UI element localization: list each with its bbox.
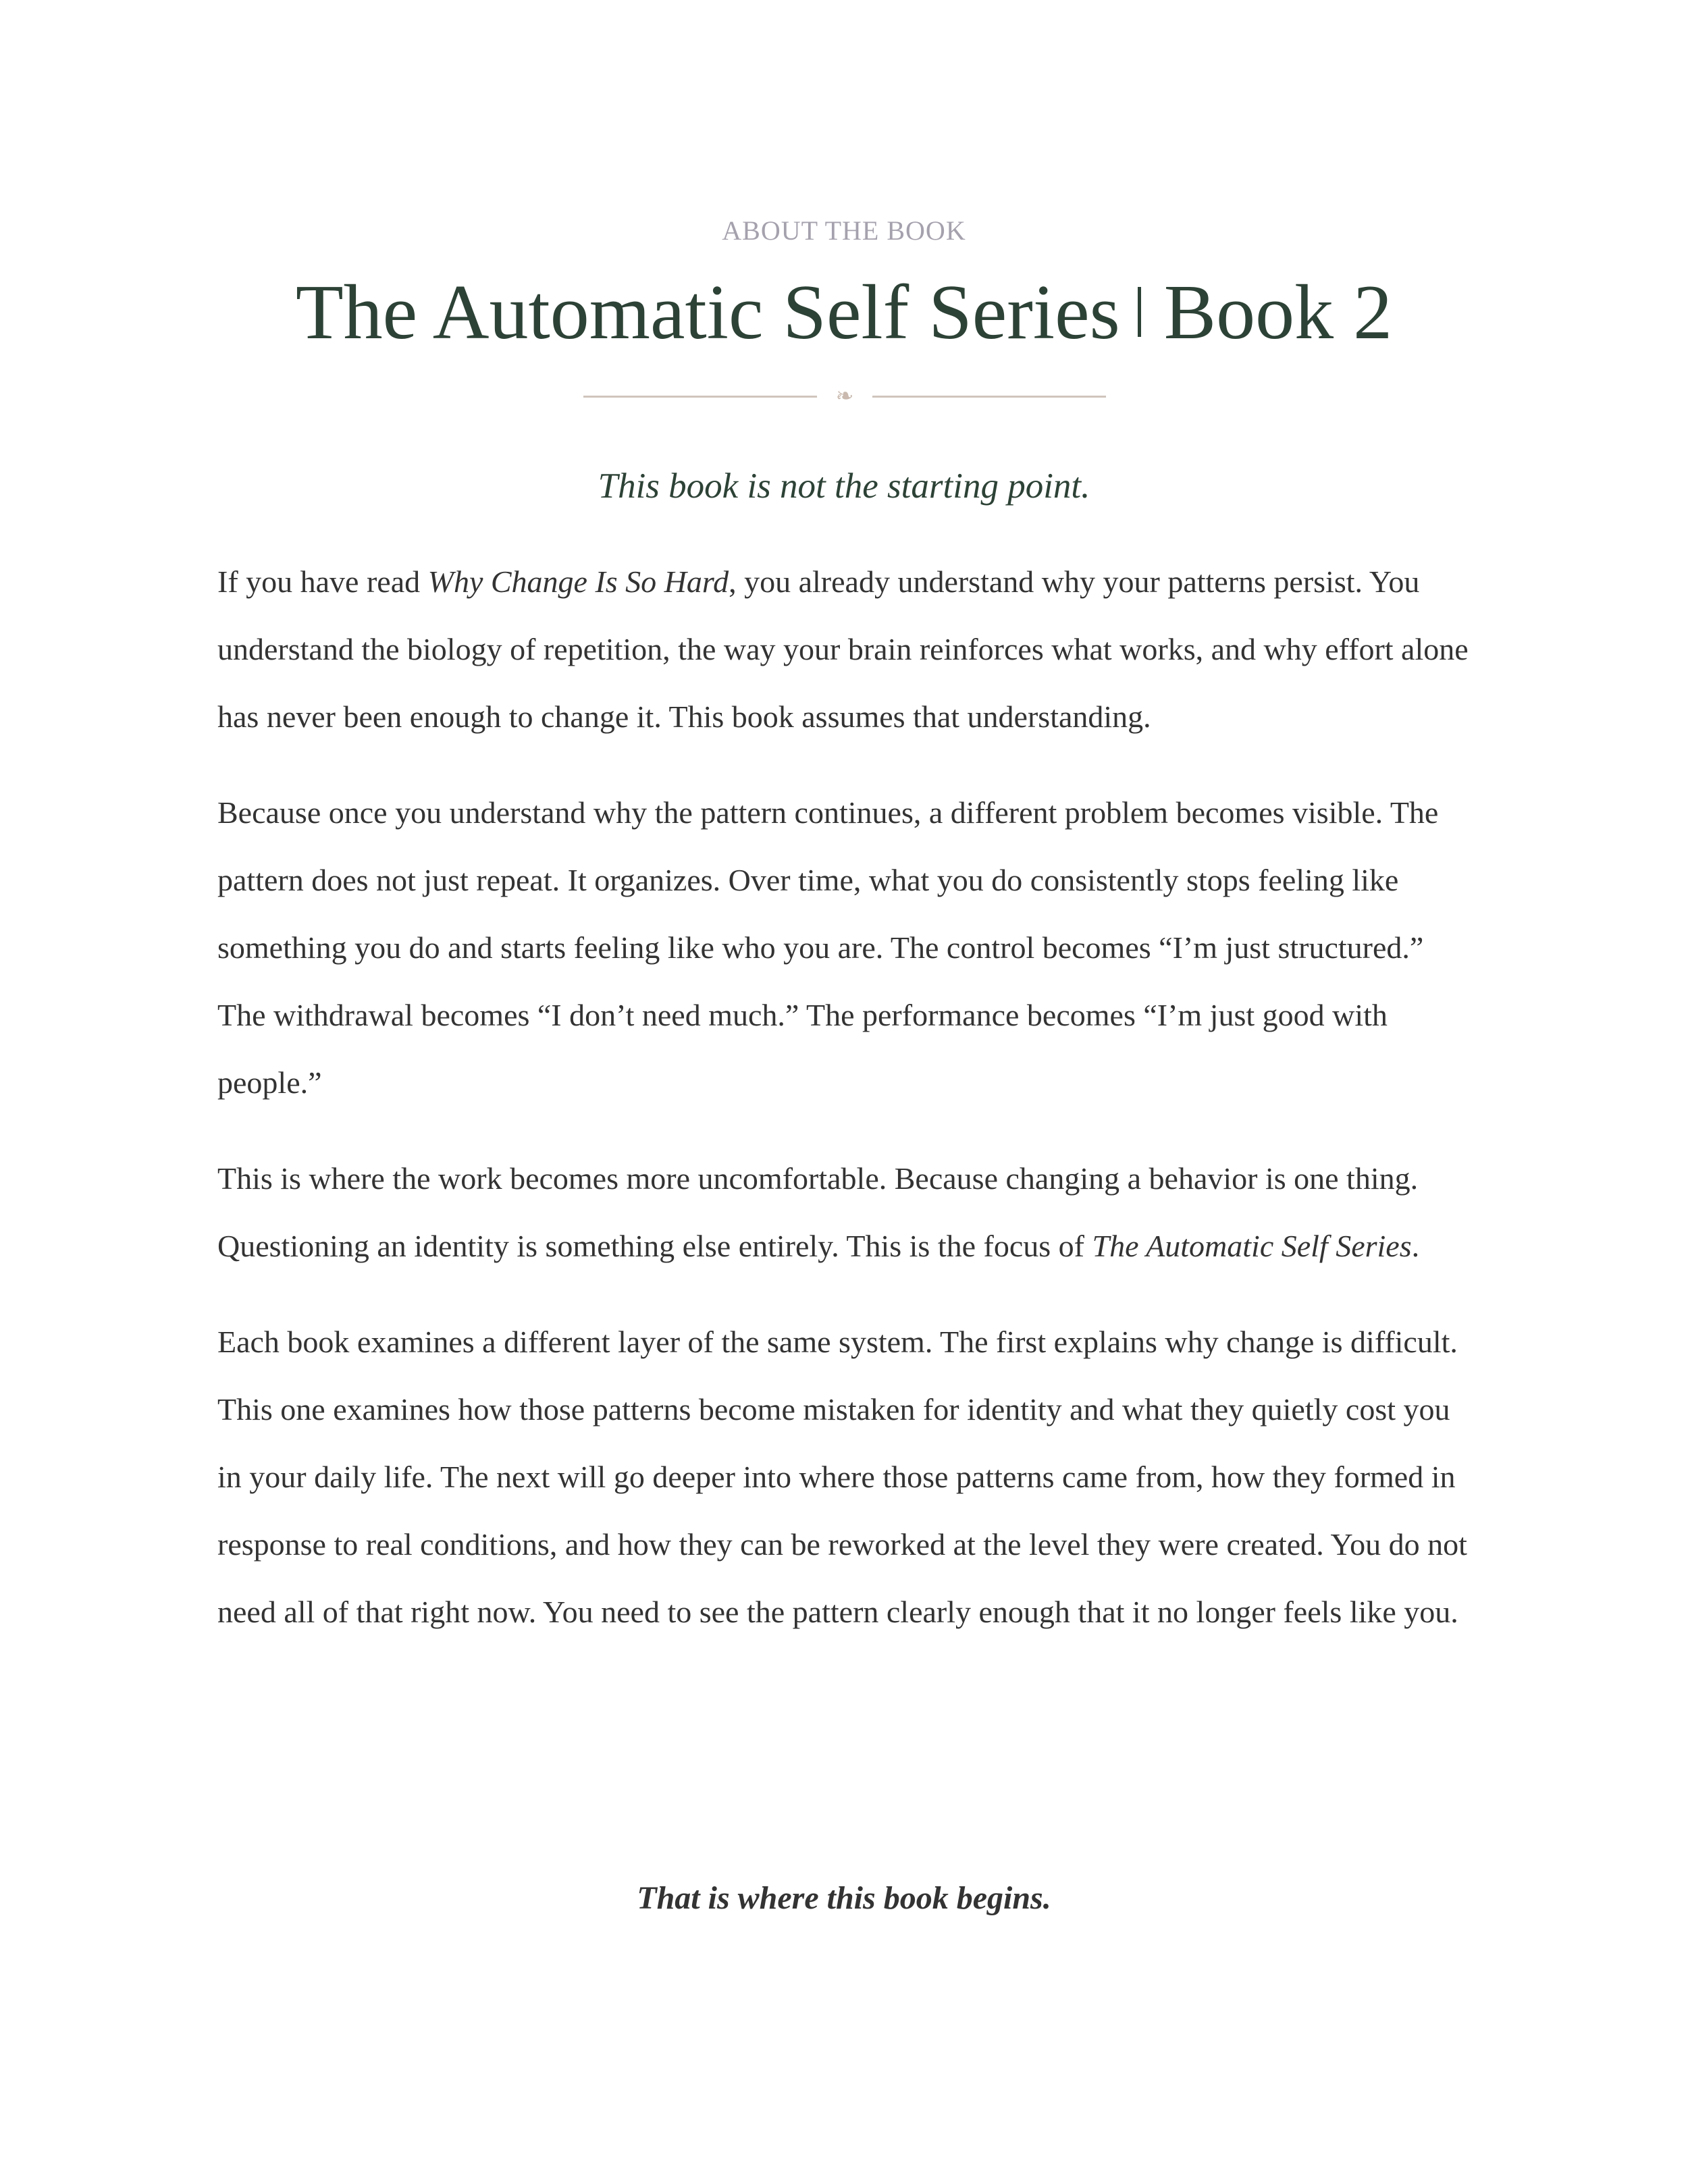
paragraph-1-text-start: If you have read	[217, 564, 428, 599]
book-title-reference: Why Change Is So Hard	[427, 564, 729, 599]
title-book-number: Book 2	[1163, 269, 1393, 356]
paragraph-2: Because once you understand why the pattern continues, a different problem becomes visible. The pattern does not just repeat. It organizes. Over time, what you do consistently stops feeling like something you do and starts feeling like who you are. The control becomes “I’m just structured.” The withdrawal becomes “I don’t need much.” The performance becomes “I’m just good with people.”	[217, 795, 1439, 1100]
lead-line: This book is not the starting point.	[598, 467, 1090, 506]
ornament-rule-right	[872, 396, 1106, 398]
closing-line: That is where this book begins.	[637, 1880, 1051, 1916]
paragraph-3-text-start: This is where the work becomes more uncomfortable. Because changing a behavior is one thing. Questioning an identity is something else entirely. This is the focus of	[217, 1161, 1419, 1263]
ornament-rule-left	[583, 396, 817, 398]
body-text	[217, 548, 1473, 1674]
section-eyebrow: ABOUT THE BOOK	[722, 215, 966, 246]
title-ornament-divider	[583, 382, 1106, 409]
paragraph-1	[217, 548, 1473, 751]
paragraph-1-text-end: , you already understand why your patterns persist. You understand the biology of repetition, the way your brain reinforces what works, and why effort alone has never been enough to change it. This book assumes that understanding.	[217, 564, 1469, 734]
series-title-reference: The Automatic Self Series	[1092, 1229, 1412, 1263]
paragraph-3	[217, 1145, 1473, 1280]
page-title	[0, 270, 1688, 356]
paragraph-3-text-end: .	[1411, 1229, 1420, 1263]
fleuron-icon: ❧	[835, 383, 854, 408]
paragraph-4: Each book examines a different layer of the same system. The first explains why change is difficult. This one examines how those patterns become mistaken for identity and what they quietly cost you in your daily life. The next will go deeper into where those patterns came from, how they formed in response to real conditions, and how they can be reworked at the level they were created. You do not need all of that right now. You need to see the pattern clearly enough that it no longer feels like you.	[217, 1325, 1467, 1629]
title-divider-bar	[1138, 287, 1141, 337]
title-series-name: The Automatic Self Series	[295, 269, 1120, 356]
